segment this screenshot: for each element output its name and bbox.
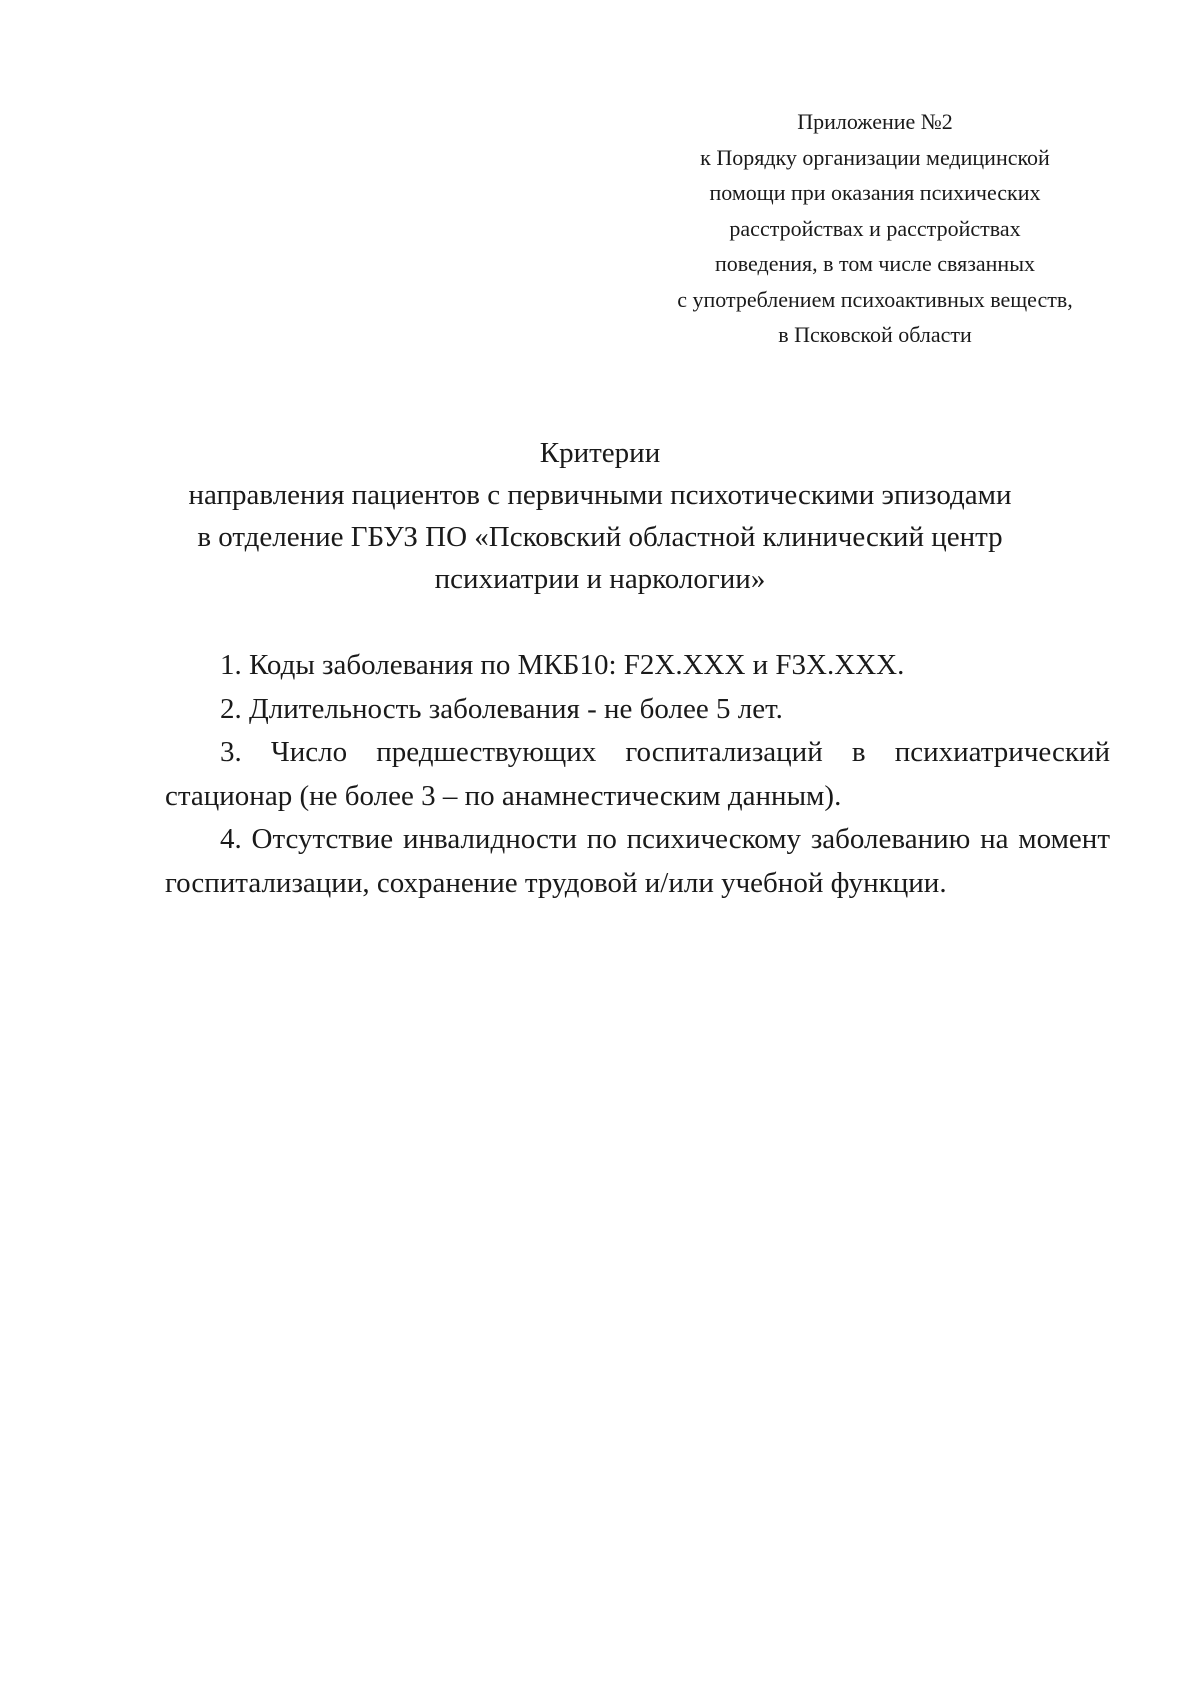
- title-line: психиатрии и наркологии»: [434, 563, 766, 595]
- appendix-line: к Порядку организации медицинской: [700, 144, 1050, 170]
- appendix-line: поведения, в том числе связанных: [715, 251, 1035, 276]
- criteria-list: [165, 644, 1110, 905]
- appendix-line: с употреблением психоактивных веществ,: [677, 286, 1073, 312]
- criterion-item: 1. Коды заболевания по МКБ10: F2X.XXX и F3X.XXX.: [220, 649, 905, 681]
- document-title: [140, 432, 1060, 600]
- title-heading: Критерии: [539, 437, 661, 469]
- title-line: в отделение ГБУЗ ПО «Псковский областной клинический центр: [197, 521, 1003, 553]
- appendix-header: [640, 104, 1110, 353]
- appendix-line: в Псковской области: [778, 322, 972, 347]
- criterion-item: 4. Отсутствие инвалидности по психическому заболеванию на момент госпитализации, сохранение трудовой и/или учебной функции.: [165, 823, 1110, 899]
- appendix-line: расстройствах и расстройствах: [729, 215, 1021, 241]
- title-line: направления пациентов с первичными психотическими эпизодами: [188, 479, 1012, 511]
- appendix-line: помощи при оказания психических: [709, 180, 1041, 205]
- criterion-item: 2. Длительность заболевания - не более 5 лет.: [220, 692, 783, 725]
- criterion-item: 3. Число предшествующих госпитализаций в психиатрический стационар (не более 3 – по анамнестическим данным).: [165, 736, 1110, 812]
- appendix-line: Приложение №2: [797, 109, 953, 134]
